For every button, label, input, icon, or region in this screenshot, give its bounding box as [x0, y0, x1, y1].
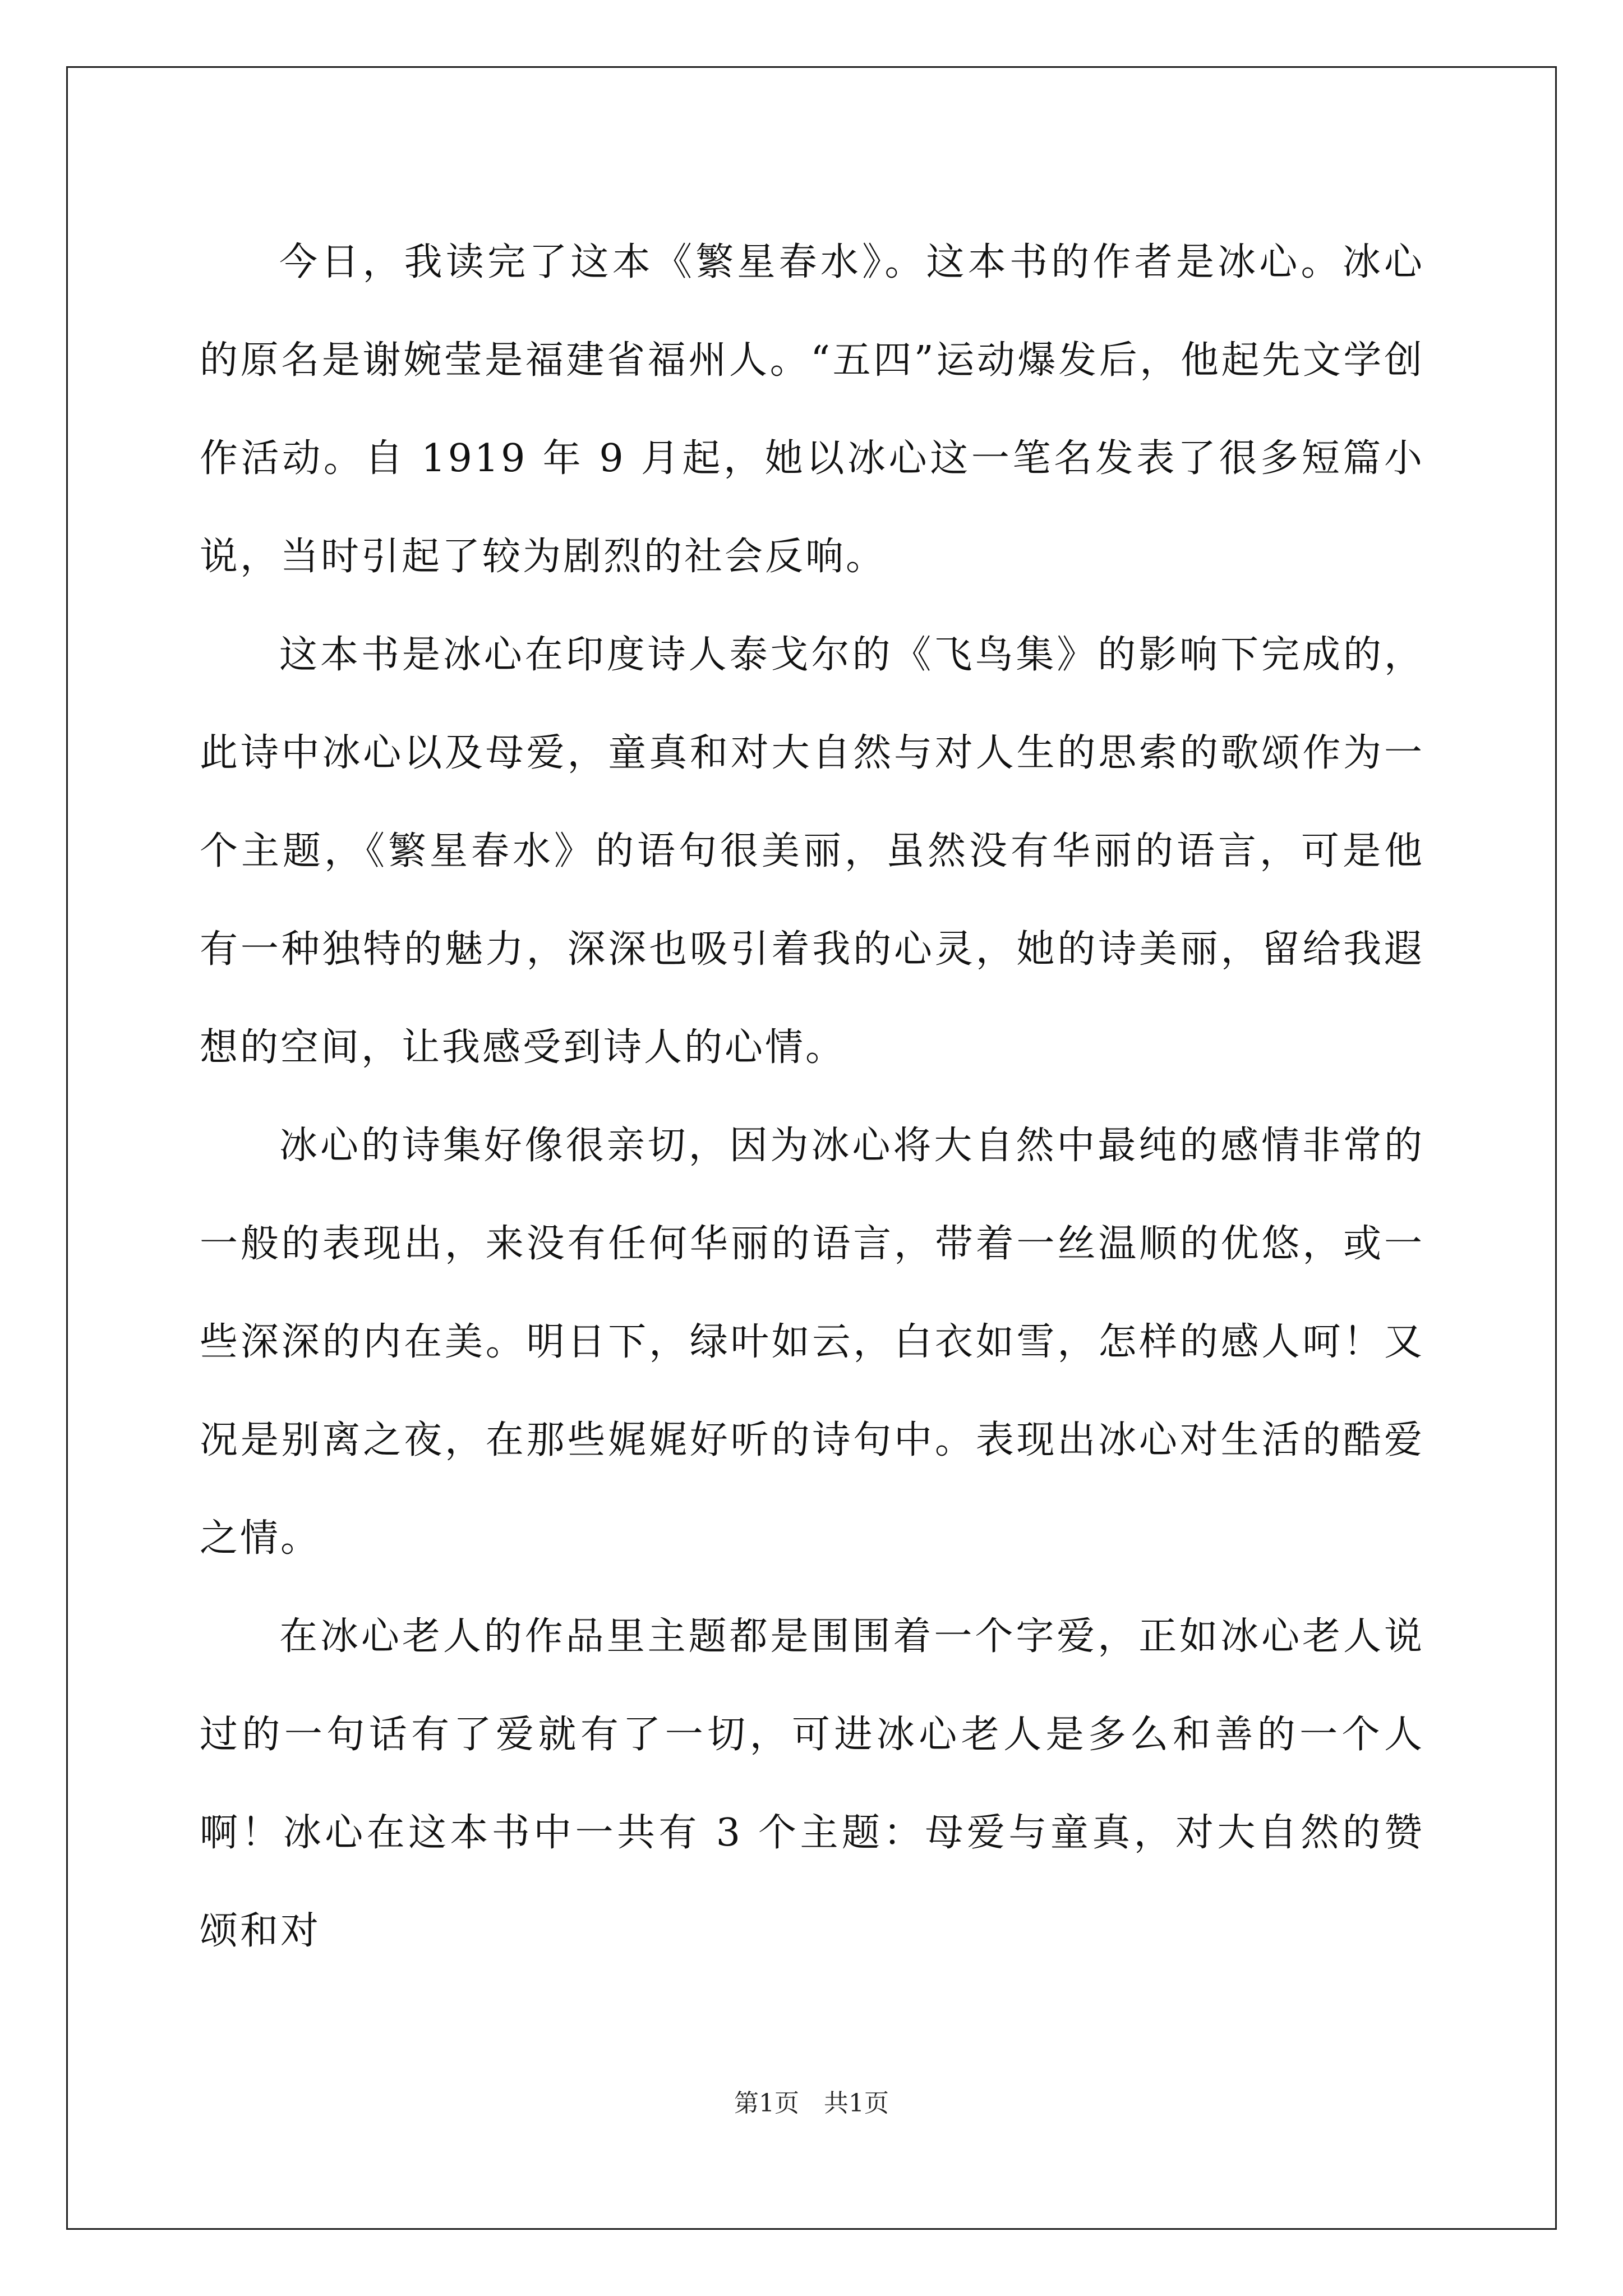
paragraph: 这本书是冰心在印度诗人泰戈尔的《飞鸟集》的影响下完成的，此诗中冰心以及母爱，童真和对大自然与对人生的思索的歌颂作为一个主题，《繁星春水》的语句很美丽，虽然没有华丽的语言，可是他有一种独特的魅力，深深也吸引着我的心灵，她的诗美丽，留给我遐想的空间，让我感受到诗人的心情。 [200, 633, 1424, 1070]
paragraph: 在冰心老人的作品里主题都是围围着一个字爱，正如冰心老人说过的一句话有了爱就有了一切，可进冰心老人是多么和善的一个人啊！冰心在这本书中一共有 3 个主题：母爱与童真，对大自然的赞颂和对 [200, 1614, 1424, 1953]
document-body [200, 213, 1424, 1980]
page-footer: 第1页 共1页 [734, 2089, 889, 2118]
paragraph: 今日，我读完了这本《繁星春水》。这本书的作者是冰心。冰心的原名是谢婉莹是福建省福州人。“五四”运动爆发后，他起先文学创作活动。自 1919 年 9 月起，她以冰心这一笔名发表了很多短篇小说，当时引起了较为剧烈的社会反响。 [200, 240, 1424, 579]
paragraph: 冰心的诗集好像很亲切，因为冰心将大自然中最纯的感情非常的一般的表现出，来没有任何华丽的语言，带着一丝温顺的优悠，或一些深深的内在美。明日下，绿叶如云，白衣如雪，怎样的感人呵！又况是别离之夜，在那些娓娓好听的诗句中。表现出冰心对生活的酷爱之情。 [200, 1124, 1424, 1561]
